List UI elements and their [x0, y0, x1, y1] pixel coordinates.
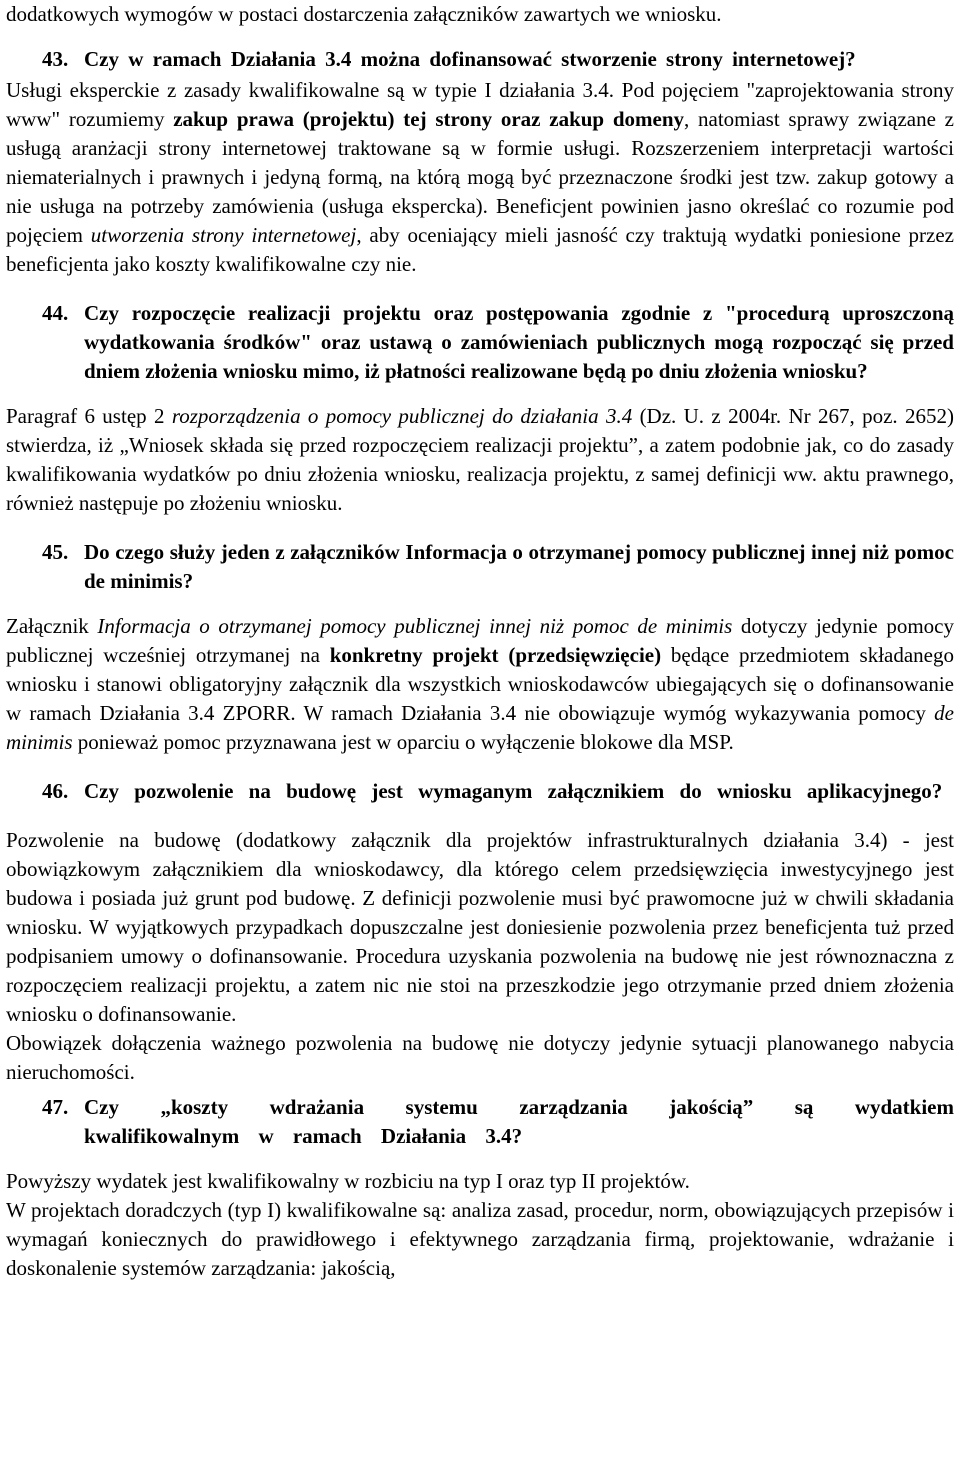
document-page: [6, 0, 954, 1283]
answer-45-italic-2: de minimis: [6, 701, 954, 754]
answer-44: Paragraf 6 ustęp 2 rozporządzenia o pomocy publicznej do działania 3.4 (Dz. U. z 2004r. Nr 267, poz. 2652) stwierdza, iż „Wniosek składa się przed rozpoczęciem realizacji projektu”, a zatem podobnie jak, co do zasady kwalifikowania wydatków po dniu złożenia wniosku, realizacja projektu, z samej definicji ww. aktu prawnego, również następuje po złożeniu wniosku.: [6, 404, 955, 515]
answer-43-italic: utworzenia strony internetowej: [90, 223, 357, 247]
question-number: 46.: [42, 779, 69, 803]
question-47: [6, 1093, 954, 1151]
answer-45-bold: konkretny projekt (przedsięwzięcie): [329, 643, 662, 667]
question-number: 47.: [42, 1095, 69, 1119]
question-44: [6, 299, 954, 386]
question-number: 43.: [42, 47, 69, 71]
question-title: Do czego służy jeden z załączników Informacja o otrzymanej pomocy publicznej innej niż pomoc de minimis?: [84, 540, 954, 593]
question-46: [6, 777, 954, 806]
answer-44-italic: rozporządzenia o pomocy publicznej do działania 3.4: [171, 404, 633, 428]
answer-43: Usługi eksperckie z zasady kwalifikowalne są w typie I działania 3.4. Pod pojęciem "zaprojektowania strony www" rozumiemy zakup prawa (projektu) tej strony oraz zakup domeny, natomiast sprawy związane z usługą aranżacji strony internetowej traktowane są w formie usługi. Rozszerzeniem interpretacji wartości niematerialnych i prawnych i jedyną formą, na którą mogą być przeznaczone środki jest tzw. zakup gotowy a nie usługa na potrzeby zamówienia (usługa ekspercka). Beneficjent powinien jasno określać co rozumie pod pojęciem utworzenia strony internetowej, aby oceniający mieli jasność czy traktują wydatki poniesione przez beneficjenta jako koszty kwalifikowalne czy nie.: [6, 78, 955, 276]
question-45: [6, 538, 954, 596]
question-title: Czy rozpoczęcie realizacji projektu oraz postępowania zgodnie z "procedurą uproszczoną wydatkowania środków" oraz ustawą o zamówieniach publicznych mogą rozpocząć się przed dniem złożenia wniosku mimo, iż płatności realizowane będą po dniu złożenia wniosku?: [84, 301, 954, 383]
question-title: Czy pozwolenie na budowę jest wymaganym załącznikiem do wniosku aplikacyjnego?: [84, 779, 943, 803]
answer-47-paragraph-2: W projektach doradczych (typ I) kwalifikowalne są: analiza zasad, procedur, norm, obowiązujących przepisów i wymagań koniecznych do prawidłowego i efektywnego zarządzania firmą, projektowanie, wdrażanie i doskonalenie systemów zarządzania: jakością,: [6, 1198, 954, 1280]
answer-43-bold: zakup prawa (projektu) tej strony oraz zakup domeny: [173, 107, 685, 131]
question-43: [6, 45, 954, 74]
question-number: 45.: [42, 540, 69, 564]
answer-45: Załącznik Informacja o otrzymanej pomocy publicznej innej niż pomoc de minimis dotyczy jedynie pomocy publicznej wcześniej otrzymanej na konkretny projekt (przedsięwzięcie) będące przedmiotem składanego wniosku i stanowi obligatoryjny załącznik dla wszystkich wnioskodawców ubiegających się o dofinansowanie w ramach Działania 3.4 ZPORR. W ramach Działania 3.4 nie obowiązuje wymóg wykazywania pomocy de minimis ponieważ pomoc przyznawana jest w oparciu o wyłączenie blokowe dla MSP.: [6, 614, 954, 754]
question-title: Czy w ramach Działania 3.4 można dofinansować stworzenie strony internetowej?: [84, 47, 856, 71]
answer-46-paragraph-2: Obowiązek dołączenia ważnego pozwolenia na budowę nie dotyczy jedynie sytuacji planowanego nabycia nieruchomości.: [6, 1031, 954, 1084]
answer-46-paragraph-1: Pozwolenie na budowę (dodatkowy załącznik dla projektów infrastrukturalnych działania 3.4) - jest obowiązkowym załącznikiem dla wnioskodawcy, dla którego celem przedsięwzięcia inwestycyjnego jest budowa i posiada już grunt pod budowę. Z definicji pozwolenie musi być prawomocne już w chwili składania wniosku. W wyjątkowych przypadkach dopuszczalne jest doniesienie pozwolenia przez beneficjenta tuż przed podpisaniem umowy o dofinansowanie. Procedura uzyskania pozwolenia na budowę nie jest równoznaczna z rozpoczęciem realizacji projektu, a zatem nic nie stoi na przeszkodzie jego otrzymanie przed dniem złożenia wniosku o dofinansowanie.: [6, 828, 954, 1026]
intro-text: dodatkowych wymogów w postaci dostarczenia załączników zawartych we wniosku.: [6, 2, 722, 26]
answer-47-paragraph-1: Powyższy wydatek jest kwalifikowalny w rozbiciu na typ I oraz typ II projektów.: [6, 1169, 690, 1193]
question-number: 44.: [42, 301, 69, 325]
question-title: Czy „koszty wdrażania systemu zarządzania jakością” są wydatkiem kwalifikowalnym w ramach Działania 3.4?: [84, 1095, 954, 1148]
answer-45-italic: Informacja o otrzymanej pomocy publicznej innej niż pomoc de minimis: [97, 614, 733, 638]
